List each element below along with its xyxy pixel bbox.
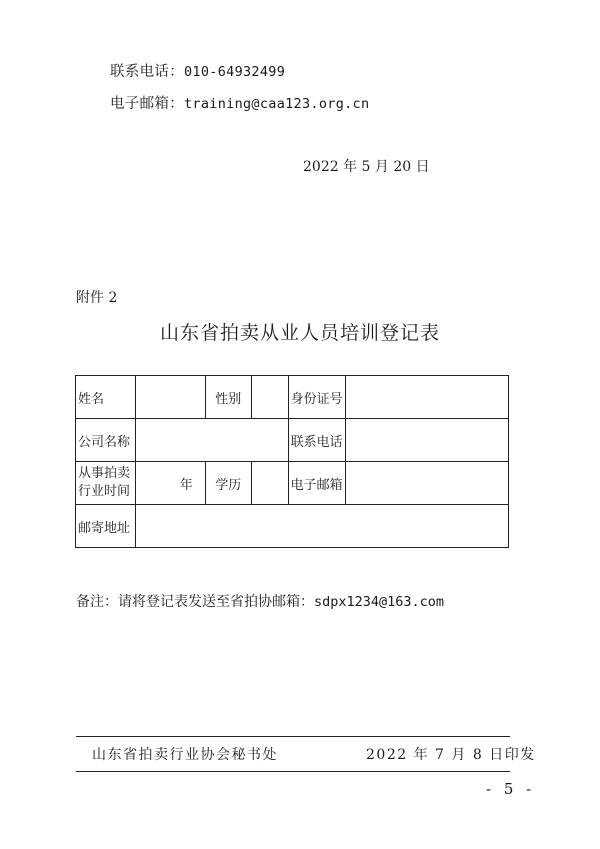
form-title: 山东省拍卖从业人员培训登记表 bbox=[159, 322, 440, 344]
contact-phone-label: 联系电话： bbox=[110, 64, 184, 80]
address-label: 邮寄地址 bbox=[76, 505, 136, 548]
gender-field[interactable] bbox=[251, 376, 288, 419]
footer-org: 山东省拍卖行业协会秘书处 bbox=[92, 747, 278, 763]
email-label: 电子邮箱 bbox=[288, 462, 346, 505]
signed-date: 2022 年 5 月 20 日 bbox=[303, 159, 430, 175]
email-field[interactable] bbox=[346, 462, 509, 505]
page-number: - 5 - bbox=[486, 780, 536, 798]
table-row bbox=[76, 462, 509, 505]
name-label: 姓名 bbox=[76, 376, 136, 419]
contact-email-label: 电子邮箱： bbox=[110, 96, 184, 112]
company-field[interactable] bbox=[135, 419, 288, 462]
table-row bbox=[76, 505, 509, 548]
note-text: 备注：请将登记表发送至省拍协邮箱： bbox=[76, 594, 314, 610]
name-field[interactable] bbox=[135, 376, 205, 419]
contact-email-value: training@caa123.org.cn bbox=[184, 96, 370, 112]
note bbox=[76, 591, 444, 611]
years-label: 从事拍卖行业时间 bbox=[76, 462, 136, 505]
table-row bbox=[76, 419, 509, 462]
phone-field[interactable] bbox=[346, 419, 509, 462]
registration-table bbox=[75, 375, 509, 548]
address-field[interactable] bbox=[135, 505, 508, 548]
education-label: 学历 bbox=[205, 462, 251, 505]
id-field[interactable] bbox=[346, 376, 509, 419]
gender-label: 性别 bbox=[205, 376, 251, 419]
footer-print-date: 2022 年 7 月 8 日印发 bbox=[366, 747, 536, 763]
footer-divider-bottom bbox=[76, 771, 510, 772]
contact-phone-value: 010-64932499 bbox=[184, 64, 286, 80]
contact-phone bbox=[110, 60, 285, 81]
footer-divider-top bbox=[76, 736, 510, 737]
contact-email bbox=[110, 92, 369, 113]
phone-label: 联系电话 bbox=[288, 419, 346, 462]
company-label: 公司名称 bbox=[76, 419, 136, 462]
note-email: sdpx1234@163.com bbox=[314, 594, 445, 610]
attachment-label: 附件 2 bbox=[76, 290, 118, 306]
table-row bbox=[76, 376, 509, 419]
id-label: 身份证号 bbox=[288, 376, 346, 419]
education-field[interactable] bbox=[251, 462, 288, 505]
years-field[interactable]: 年 bbox=[135, 462, 205, 505]
